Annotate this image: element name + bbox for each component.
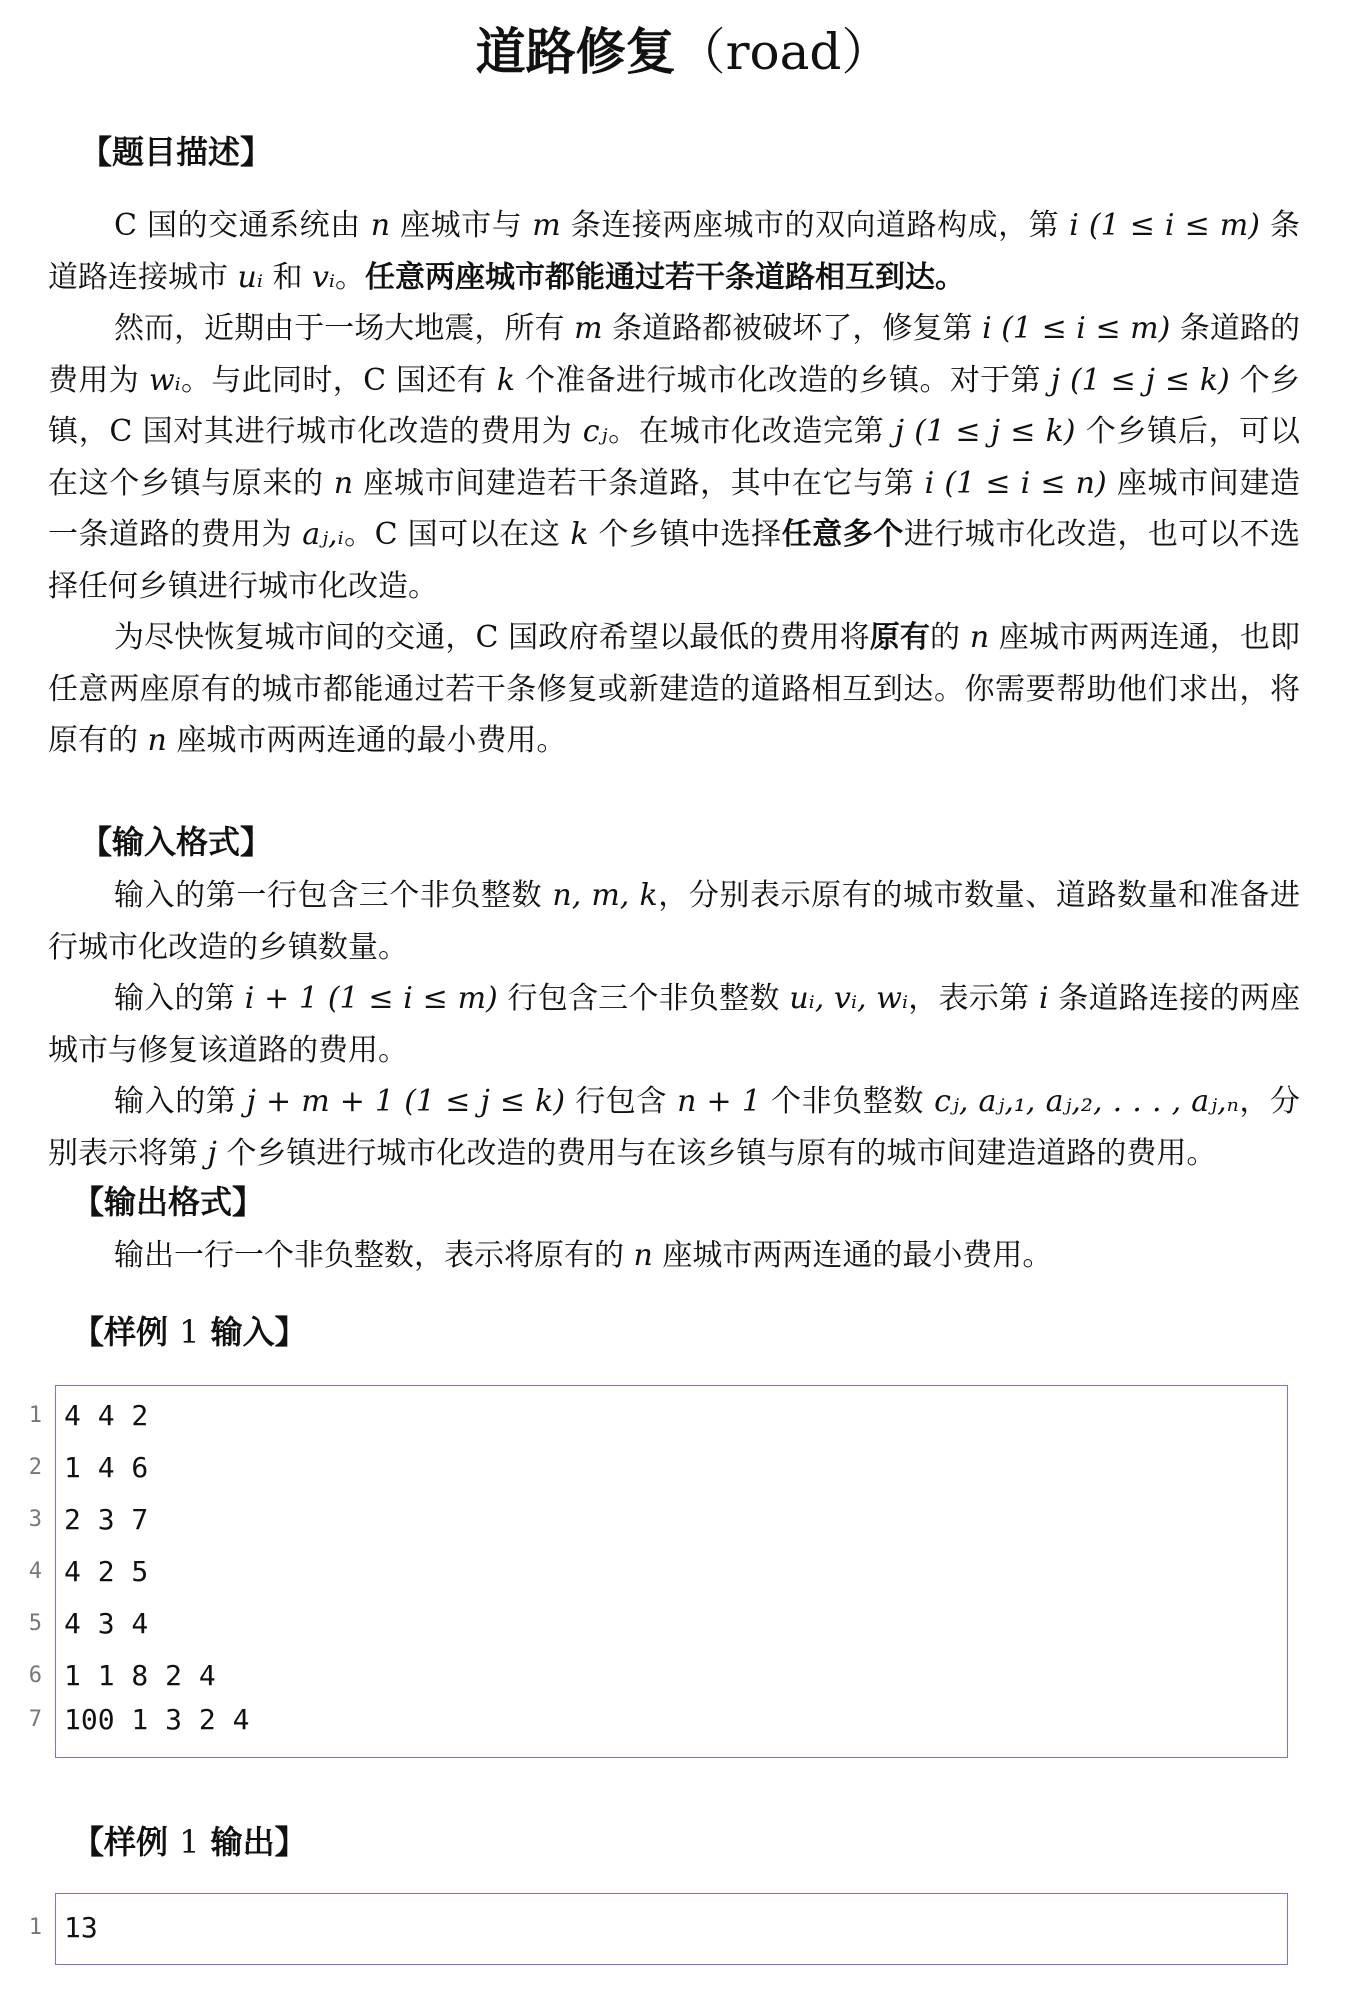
code-text: 100 1 3 2 4 bbox=[64, 1703, 250, 1736]
sample-output-heading: 【样例 1 输出】 bbox=[72, 1823, 307, 1861]
code-text: 4 3 4 bbox=[64, 1607, 149, 1640]
code-line bbox=[28, 1604, 1287, 1644]
code-line bbox=[28, 1396, 1287, 1436]
title-chinese: 道路修复 bbox=[475, 23, 676, 81]
output-format-heading: 【输出格式】 bbox=[72, 1183, 265, 1221]
line-number: 1 bbox=[28, 1403, 42, 1428]
sample-input-heading: 【样例 1 输入】 bbox=[72, 1313, 307, 1351]
line-number: 6 bbox=[28, 1663, 42, 1688]
line-number: 7 bbox=[28, 1707, 42, 1732]
output-paragraph-1: 输出一行一个非负整数，表示将原有的 n 座城市两两连通的最小费用。 bbox=[114, 1238, 1053, 1273]
code-line bbox=[28, 1908, 1287, 1948]
code-line bbox=[28, 1500, 1287, 1540]
code-line bbox=[28, 1656, 1287, 1696]
line-number: 4 bbox=[28, 1559, 42, 1584]
description-paragraph-1: C 国的交通系统由 n 座城市与 m 条连接两座城市的双向道路构成，第 i (1 ≤ i ≤ m) 条道路连接城市 uᵢ 和 vᵢ。任意两座城市都能通过若干条道路相互到达。 bbox=[48, 208, 1300, 295]
emphasis-original: 原有 bbox=[869, 620, 931, 655]
code-text: 4 2 5 bbox=[64, 1555, 149, 1588]
line-number: 3 bbox=[28, 1507, 42, 1532]
input-format-heading: 【输入格式】 bbox=[80, 823, 273, 861]
code-line bbox=[28, 1700, 1287, 1740]
line-number: 1 bbox=[28, 1915, 42, 1940]
line-number: 5 bbox=[28, 1611, 42, 1636]
code-text: 1 4 6 bbox=[64, 1451, 149, 1484]
code-text: 2 3 7 bbox=[64, 1503, 149, 1536]
sample-output-box bbox=[28, 1893, 1288, 1965]
input-paragraph-2: 输入的第 i + 1 (1 ≤ i ≤ m) 行包含三个非负整数 uᵢ, vᵢ, wᵢ，表示第 i 条道路连接的两座城市与修复该道路的费用。 bbox=[48, 981, 1300, 1068]
sample-input-box bbox=[28, 1385, 1288, 1758]
code-text: 1 1 8 2 4 bbox=[64, 1659, 216, 1692]
title-english: （road） bbox=[675, 23, 892, 81]
code-text: 13 bbox=[64, 1911, 98, 1944]
description-paragraph-3: 为尽快恢复城市间的交通，C 国政府希望以最低的费用将原有的 n 座城市两两连通，也即任意两座原有的城市都能通过若干条修复或新建造的道路相互到达。你需要帮助他们求出，将原有的 n 座城市两两连通的最小费用。 bbox=[48, 620, 1300, 758]
description-paragraph-2: 然而，近期由于一场大地震，所有 m 条道路都被破坏了，修复第 i (1 ≤ i ≤ m) 条道路的费用为 wᵢ。与此同时，C 国还有 k 个准备进行城市化改造的乡镇。对于第 j (1 ≤ j ≤ k) 个乡镇，C 国对其进行城市化改造的费用为 cⱼ。在城市化改造完第 j (1 ≤ j ≤ k) 个乡镇后，可以在这个乡镇与原来的 n 座城市间建造若干条道路，其中在它与第 i (1 ≤ i ≤ n) 座城市间建造一条道路的费用为 aⱼ,ᵢ。C 国可以在这 k 个乡镇中选择任意多个进行城市化改造，也可以不选择任何乡镇进行城市化改造。 bbox=[48, 311, 1300, 604]
input-paragraph-1: 输入的第一行包含三个非负整数 n, m, k，分别表示原有的城市数量、道路数量和准备进行城市化改造的乡镇数量。 bbox=[48, 878, 1301, 965]
page-title bbox=[0, 18, 1367, 86]
emphasis-any-number: 任意多个 bbox=[781, 517, 904, 552]
code-line bbox=[28, 1552, 1287, 1592]
line-number: 2 bbox=[28, 1455, 42, 1480]
emphasis-connected: 任意两座城市都能通过若干条道路相互到达。 bbox=[364, 259, 965, 295]
input-paragraph-3: 输入的第 j + m + 1 (1 ≤ j ≤ k) 行包含 n + 1 个非负整数 cⱼ, aⱼ,₁, aⱼ,₂, . . . , aⱼ,ₙ，分别表示将第 j 个乡镇进行城市化改造的费用与在该乡镇与原有的城市间建造道路的费用。 bbox=[48, 1084, 1301, 1171]
description-heading: 【题目描述】 bbox=[80, 133, 273, 171]
code-line bbox=[28, 1448, 1287, 1488]
code-text: 4 4 2 bbox=[64, 1399, 149, 1432]
